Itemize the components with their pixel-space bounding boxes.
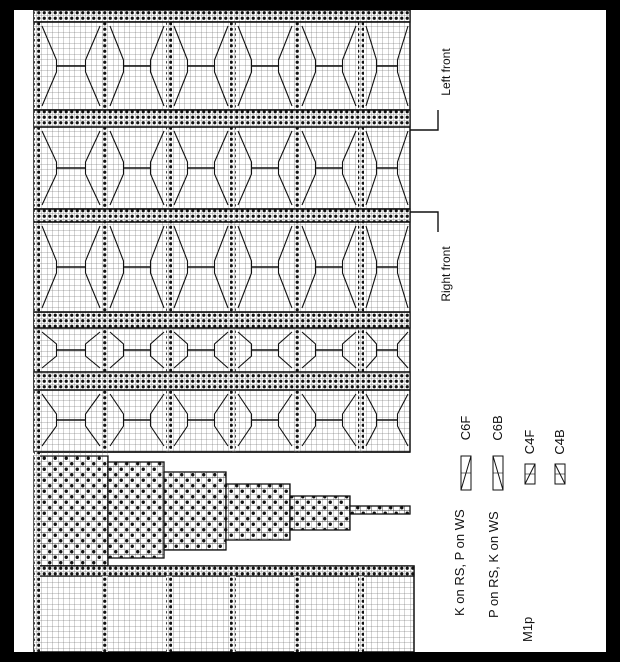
key-text-line: M1p <box>520 616 535 642</box>
lower-purl-column <box>294 576 300 652</box>
purl-column <box>166 10 172 452</box>
section-labels <box>410 48 453 302</box>
knitting-chart <box>14 10 606 652</box>
key-text-line: K on RS, P on WS <box>452 509 467 616</box>
left-front-bracket <box>410 110 438 130</box>
seed-stitch-step <box>164 472 226 550</box>
c4b-symbol <box>552 429 567 484</box>
purl-band <box>34 110 410 127</box>
purl-column <box>358 10 364 452</box>
legend-label: C4F <box>522 429 537 455</box>
seed-stitch-step <box>226 484 290 540</box>
key-text-line: P on RS, K on WS <box>486 511 501 618</box>
purl-column <box>294 10 300 452</box>
right-front-label: Right front <box>439 246 453 302</box>
lower-chart-grid <box>34 566 414 652</box>
lower-purl-column <box>230 576 236 652</box>
purl-column <box>34 10 40 452</box>
legend-label: C6F <box>458 415 473 441</box>
purl-band <box>34 209 410 222</box>
legend-label: C6B <box>490 415 505 441</box>
lower-purl-column <box>102 576 108 652</box>
c4f-symbol <box>522 430 537 484</box>
triangle-base-grid <box>34 452 108 456</box>
lower-purl-column <box>358 576 364 652</box>
chart-body <box>34 10 414 652</box>
purl-band <box>34 312 410 328</box>
legend <box>452 415 567 642</box>
purl-band <box>34 10 410 22</box>
purl-band <box>34 372 410 390</box>
c6f-symbol <box>458 416 473 490</box>
right-front-bracket <box>410 212 438 232</box>
seed-stitch-step <box>34 456 108 566</box>
legend-label: C4B <box>552 429 567 455</box>
purl-column <box>230 10 236 452</box>
seed-stitch-step <box>350 506 410 514</box>
seed-stitch-step <box>290 496 350 530</box>
chart-frame <box>14 10 606 652</box>
left-purl-column <box>34 452 40 652</box>
c6b-symbol <box>490 415 505 490</box>
left-front-label: Left front <box>439 48 453 96</box>
purl-column <box>102 10 108 452</box>
lower-purl-column <box>166 576 172 652</box>
seed-stitch-step <box>108 462 164 558</box>
lower-purl-band <box>34 566 414 576</box>
